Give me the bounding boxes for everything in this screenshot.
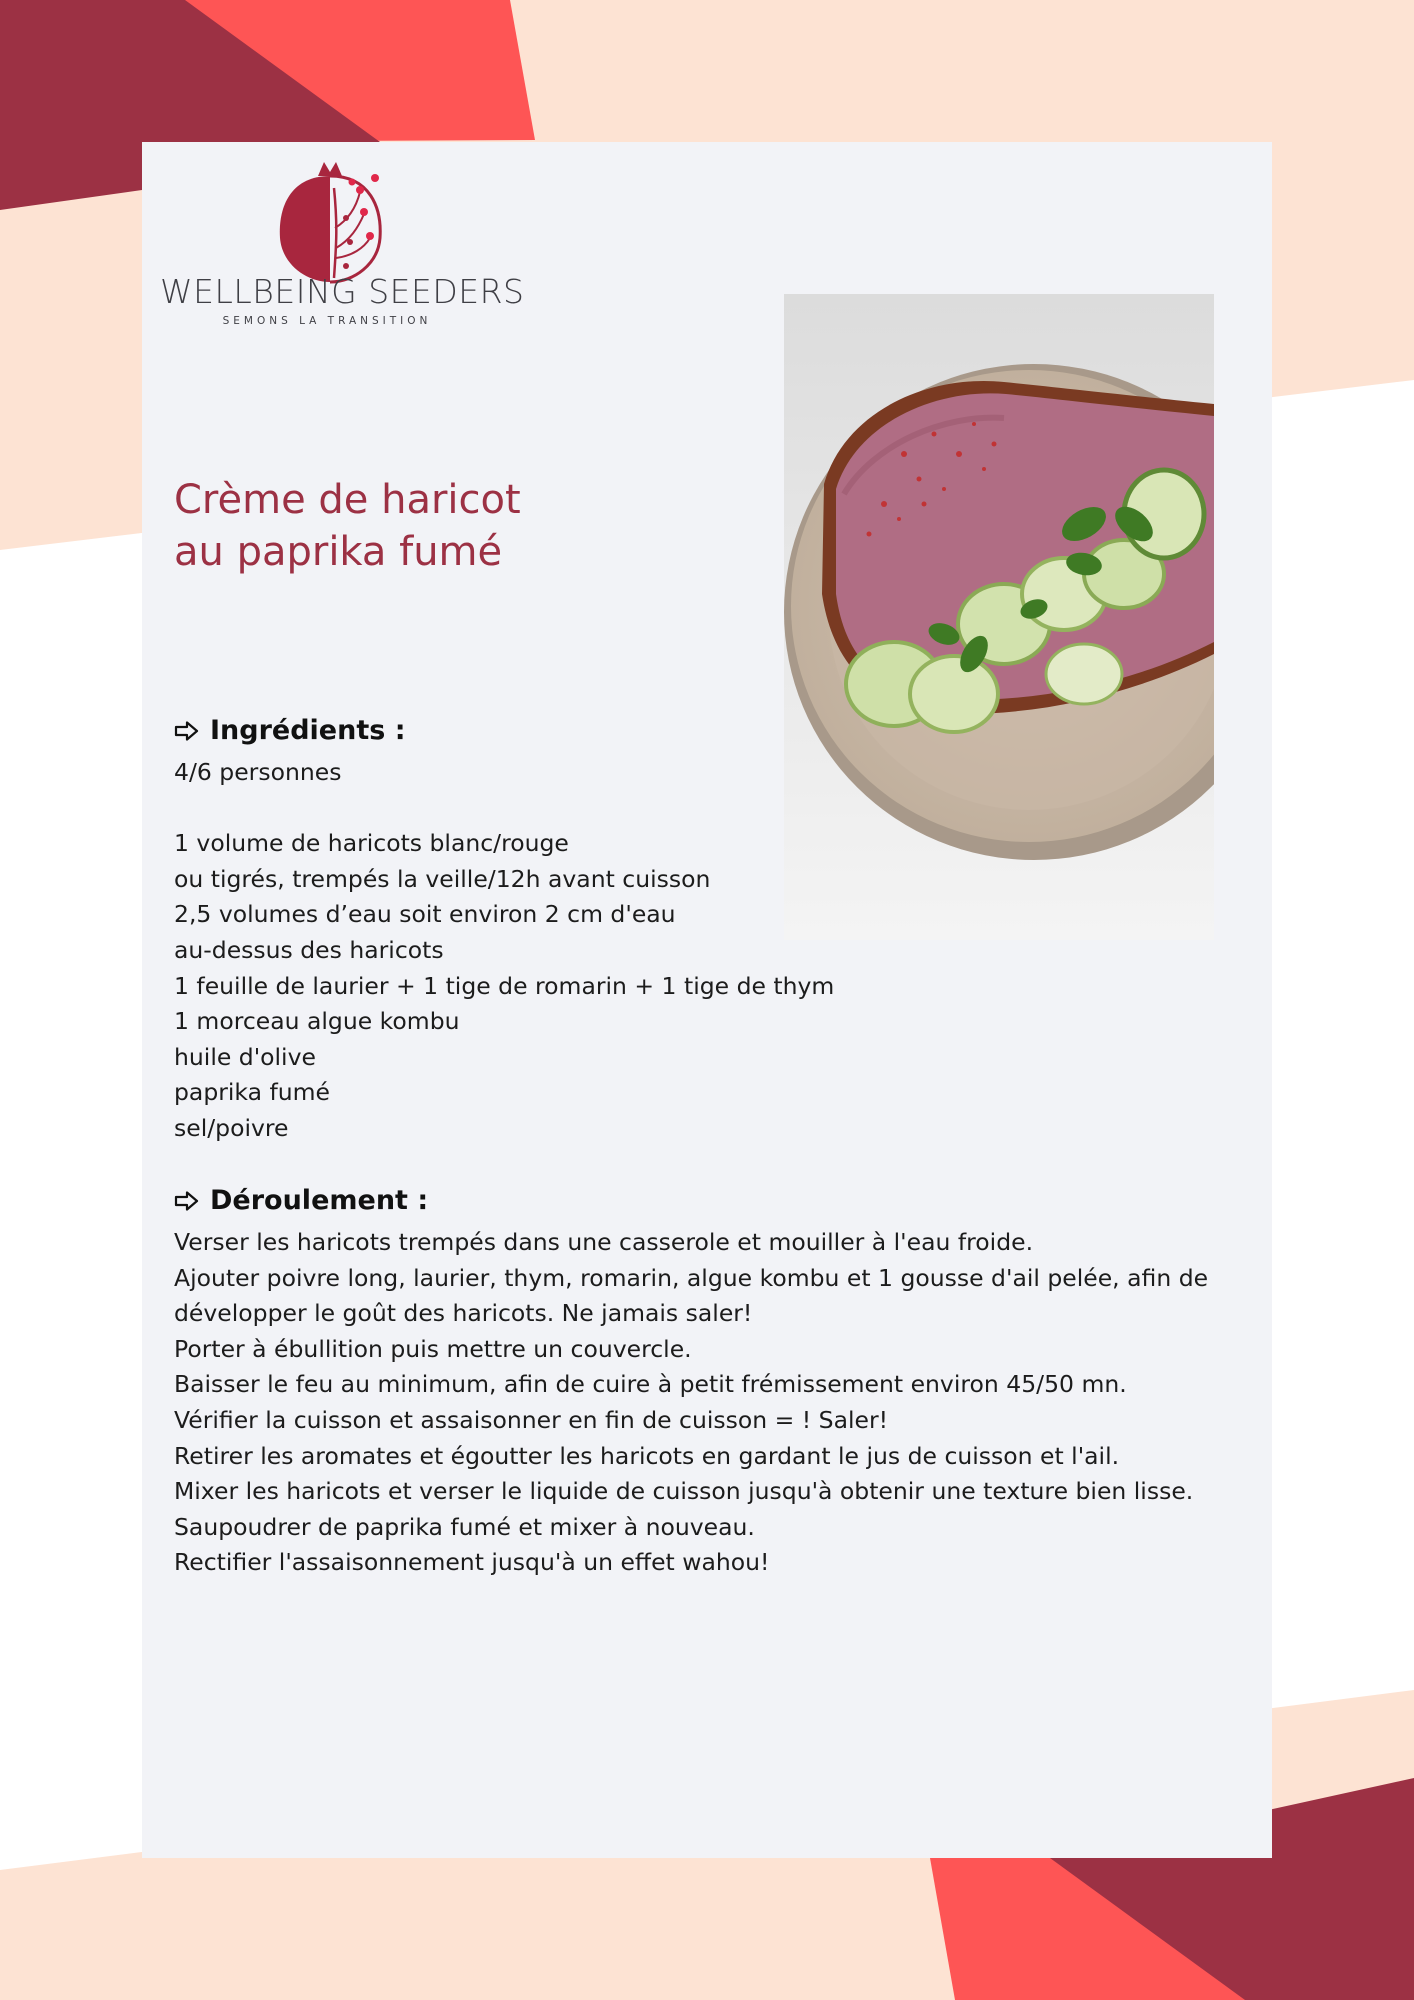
steps-heading-label: Déroulement :: [210, 1185, 429, 1216]
step-line: Mixer les haricots et verser le liquide de cuisson jusqu'à obtenir une texture bien lisse.: [174, 1477, 1194, 1506]
step-line: Rectifier l'assaisonnement jusqu'à un effet wahou!: [174, 1548, 770, 1577]
step-line: Verser les haricots trempés dans une casserole et mouiller à l'eau froide.: [174, 1228, 1034, 1256]
step-line: Porter à ébullition puis mettre un couvercle.: [174, 1334, 692, 1363]
ingredient-item: sel/poivre: [174, 1113, 289, 1142]
ingredients-list: [174, 755, 834, 1147]
ingredient-item: 1 morceau algue kombu: [174, 1007, 460, 1036]
recipe-title: [174, 474, 734, 578]
recipe-title-line-2: au paprika fumé: [174, 529, 503, 575]
servings: 4/6 personnes: [174, 758, 342, 786]
arrow-right-icon: [174, 1191, 200, 1211]
ingredient-item: paprika fumé: [174, 1078, 331, 1107]
ingredient-item: 1 feuille de laurier + 1 tige de romarin + 1 tige de thym: [174, 971, 835, 1000]
step-line: Retirer les aromates et égoutter les haricots en gardant le jus de cuisson et l'ail.: [174, 1441, 1120, 1470]
step-line: Saupoudrer de paprika fumé et mixer à nouveau.: [174, 1512, 755, 1541]
ingredients-heading-label: Ingrédients :: [210, 715, 406, 746]
step-line: Baisser le feu au minimum, afin de cuire à petit frémissement environ 45/50 mn.: [174, 1370, 1127, 1399]
step-line: Ajouter poivre long, laurier, thym, romarin, algue kombu et 1 gousse d'ail pelée, afin de: [174, 1263, 1209, 1292]
recipe-photo: [784, 294, 1214, 940]
arrow-right-icon: [174, 721, 200, 741]
recipe-title-line-1: Crème de haricot: [174, 477, 521, 523]
steps-heading: [174, 1185, 428, 1216]
step-line: développer le goût des haricots. Ne jamais saler!: [174, 1299, 753, 1328]
ingredient-item: 1 volume de haricots blanc/rouge: [174, 829, 569, 858]
steps-list: [174, 1225, 1208, 1581]
brand-tagline: SEMONS LA TRANSITION: [222, 315, 432, 327]
brand-name: WELLBEING SEEDERS: [160, 272, 525, 311]
ingredient-item: huile d'olive: [174, 1042, 316, 1071]
ingredient-item: ou tigrés, trempés la veille/12h avant cuisson: [174, 864, 711, 893]
ingredients-heading: [174, 715, 406, 746]
spacer: [174, 791, 834, 827]
ingredient-item: au-dessus des haricots: [174, 935, 444, 964]
step-line: Vérifier la cuisson et assaisonner en fin de cuisson = ! Saler!: [174, 1405, 889, 1434]
ingredient-item: 2,5 volumes d’eau soit environ 2 cm d'eau: [174, 900, 676, 929]
